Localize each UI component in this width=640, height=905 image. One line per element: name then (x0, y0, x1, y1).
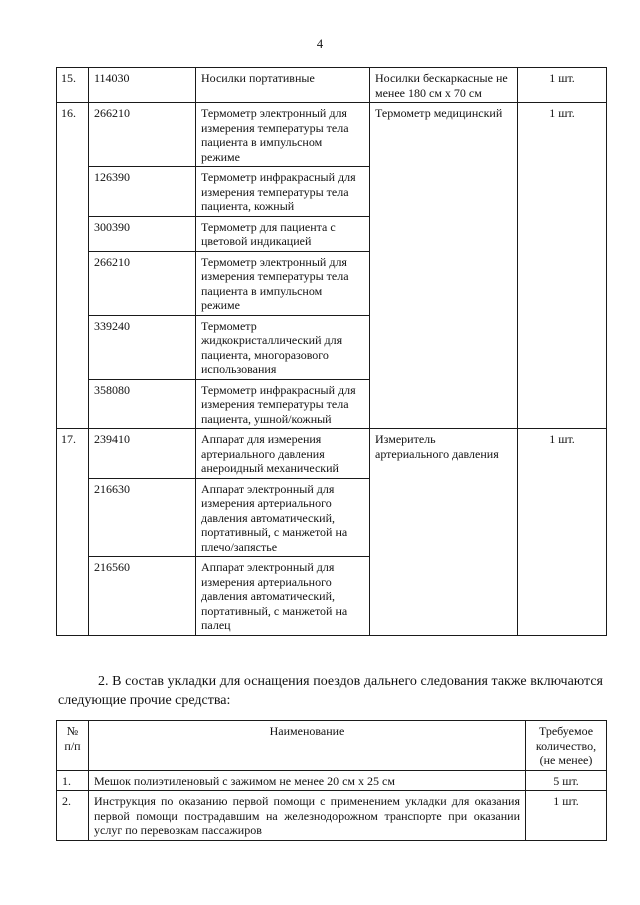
code-cell: 239410 (89, 429, 196, 479)
code-cell: 339240 (89, 315, 196, 379)
product-name-cell: Термометр инфракрасный для измерения температуры тела пациента, ушной/кожный (196, 379, 370, 429)
code-cell: 300390 (89, 216, 196, 251)
code-cell: 266210 (89, 103, 196, 167)
row-number: 2. (57, 791, 89, 841)
page-number: 4 (316, 37, 324, 51)
code-cell: 114030 (89, 68, 196, 103)
table-header-row (57, 721, 607, 771)
code-cell: 216630 (89, 478, 196, 557)
column-header-quantity: Требуемое количество, (не менее) (526, 721, 607, 771)
code-cell: 266210 (89, 251, 196, 315)
table-row (57, 68, 607, 103)
item-name-cell: Мешок полиэтиленовый с зажимом не менее 20 см х 25 см (89, 770, 526, 791)
product-name-cell: Термометр электронный для измерения температуры тела пациента в импульсном режиме (196, 251, 370, 315)
code-cell: 358080 (89, 379, 196, 429)
code-cell: 216560 (89, 557, 196, 636)
product-name-cell: Аппарат электронный для измерения артериального давления автоматический, портативный, с манжетой на палец (196, 557, 370, 636)
product-name-cell: Аппарат электронный для измерения артериального давления автоматический, портативный, с манжетой на плечо/запястье (196, 478, 370, 557)
row-number: 15. (57, 68, 89, 103)
table-row (57, 103, 607, 167)
quantity-cell: 1 шт. (518, 429, 607, 636)
quantity-cell: 1 шт. (518, 103, 607, 429)
table-row (57, 770, 607, 791)
product-name-cell: Термометр жидкокристаллический для пациента, многоразового использования (196, 315, 370, 379)
table-row (57, 791, 607, 841)
code-cell: 126390 (89, 167, 196, 217)
product-name-cell: Термометр инфракрасный для измерения температуры тела пациента, кожный (196, 167, 370, 217)
item-name-cell: Инструкция по оказанию первой помощи с применением укладки для оказания первой помощи пострадавшим на железнодорожном транспорте при оказании услуг по перевозкам пассажиров (89, 791, 526, 841)
quantity-cell: 1 шт. (526, 791, 607, 841)
device-type-cell: Измеритель артериального давления (370, 429, 518, 636)
product-name-cell: Термометр электронный для измерения температуры тела пациента в импульсном режиме (196, 103, 370, 167)
other-supplies-table (56, 720, 607, 841)
section-paragraph: 2. В состав укладки для оснащения поездов дальнего следования также включаются следующие прочие средства: (58, 674, 603, 708)
product-name-cell: Аппарат для измерения артериального давления анероидный механический (196, 429, 370, 479)
row-number: 17. (57, 429, 89, 636)
quantity-cell: 5 шт. (526, 770, 607, 791)
product-name-cell: Термометр для пациента с цветовой индикацией (196, 216, 370, 251)
quantity-cell: 1 шт. (518, 68, 607, 103)
column-header-name: Наименование (89, 721, 526, 771)
row-number: 1. (57, 770, 89, 791)
column-header-number: № п/п (57, 721, 89, 771)
table-row (57, 429, 607, 479)
product-name-cell: Носилки портативные (196, 68, 370, 103)
device-type-cell: Термометр медицинский (370, 103, 518, 429)
row-number: 16. (57, 103, 89, 429)
equipment-table (56, 67, 607, 636)
device-type-cell: Носилки бескаркасные не менее 180 см х 70 см (370, 68, 518, 103)
